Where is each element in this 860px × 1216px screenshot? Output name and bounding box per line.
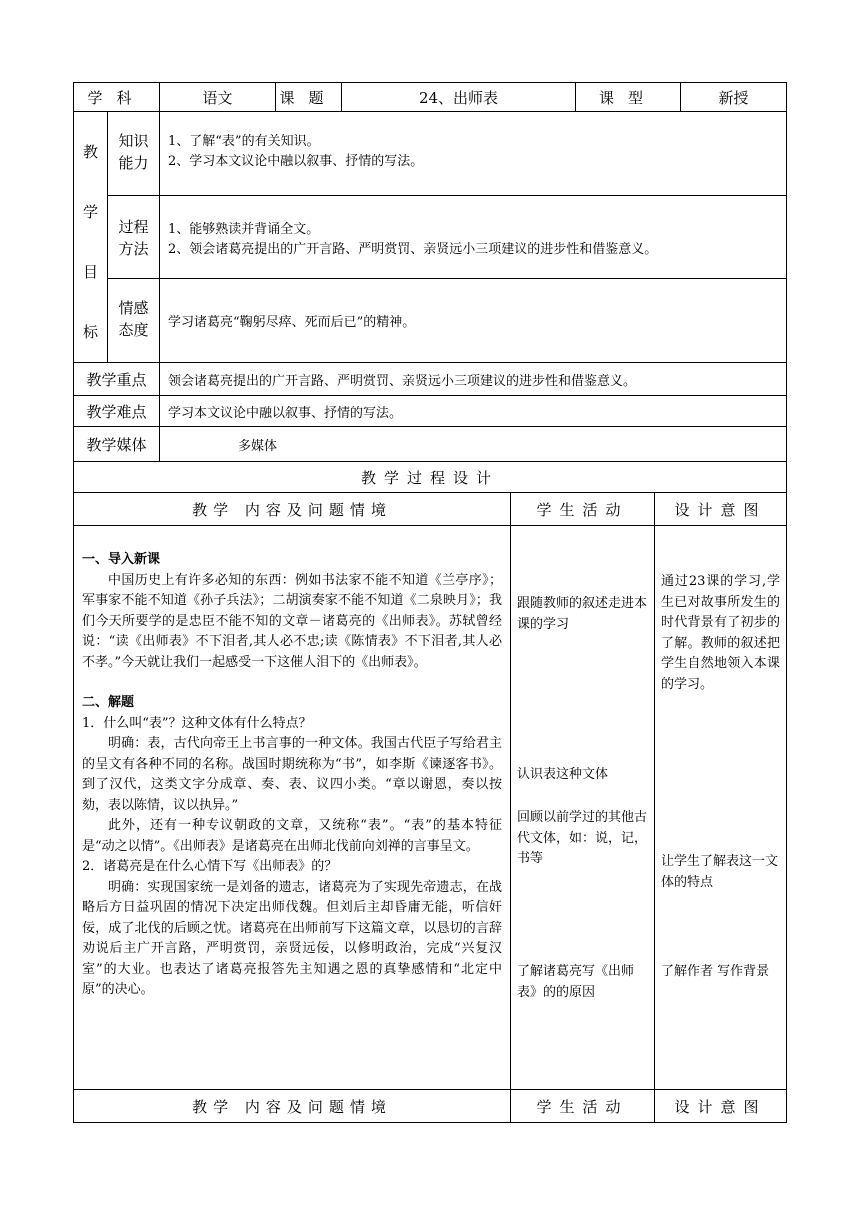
subject-value: 语文 — [160, 83, 276, 112]
answer-1-paragraph-2: 此外，还有一种专议朝政的文章，又统称“表”。“表”的基本特征是“动之以情”。《出师表》是诸葛亮在出师北伐前向刘禅的言事呈文。 — [82, 818, 502, 854]
media-text: 多媒体 — [160, 427, 787, 462]
activity-item: 回顾以前学过的其他古代文体，如：说，记，书等 — [517, 810, 648, 866]
lesson-label: 课题 — [276, 83, 342, 112]
goal-row-process — [74, 195, 787, 279]
goal-row-attitude — [74, 279, 787, 363]
lesson-plan-document — [73, 82, 786, 1123]
column-header-activity: 学生活动 — [511, 1090, 655, 1123]
column-header-content: 教学 内容及问题情境 — [74, 1090, 511, 1123]
activity-item: 跟随教师的叙述走进本课的学习 — [517, 596, 648, 632]
media-row — [74, 427, 787, 462]
intent-item: 了解作者 写作背景 — [661, 964, 770, 979]
goals-side-label: 教 学 目 标 — [74, 112, 108, 363]
header-row — [74, 83, 787, 112]
key-points-label: 教学重点 — [74, 363, 160, 396]
process-table — [73, 492, 787, 1123]
key-points-text: 领会诸葛亮提出的广开言路、严明赏罚、亲贤远小三项建议的进步性和借鉴意义。 — [160, 363, 787, 396]
design-intents — [655, 526, 787, 1090]
lesson-info-table — [73, 82, 787, 493]
subject-label: 学科 — [74, 83, 160, 112]
answer-2-paragraph: 明确：实现国家统一是刘备的遗志，诸葛亮为了实现先帝遗志，在战略后方日益巩固的情况下决定出师伐魏。但刘后主却昏庸无能，听信奸佞，成了北伐的后顾之忧。诸葛亮在出师前写下这篇文章，以恳切的言辞劝说后主广开言路，严明赏罚，亲贤远佞，以修明政治，完成“兴复汉室”的大业。也表达了诸葛亮报答先主知遇之恩的真挚感情和“北定中原”的决心。 — [82, 879, 502, 997]
difficulties-row — [74, 396, 787, 427]
column-header-intent: 设计意图 — [655, 1090, 787, 1123]
goal-label-attitude: 情感 态度 — [108, 279, 160, 363]
process-title: 教学过程设计 — [74, 462, 787, 493]
intent-item: 通过23课的学习,学生已对故事所发生的时代背景有了初步的了解。教师的叙述把学生自然地领入本课的学习。 — [661, 574, 780, 692]
media-label: 教学媒体 — [74, 427, 160, 462]
intro-paragraph: 中国历史上有许多必知的东西：例如书法家不能不知道《兰亭序》；军事家不能不知道《孙子兵法》；二胡演奏家不能不知道《二泉映月》；我们今天所要学的是忠臣不能不知的文章－诸葛亮的《出师表》。苏轼曾经说：“读《出师表》不下泪者,其人必不忠;读《陈情表》不下泪者,其人必不孝。”今天就让我们一起感受一下这催人泪下的《出师表》。 — [82, 572, 502, 670]
content-row — [74, 526, 787, 1090]
question-1: 1．什么叫“表”？这种文体有什么特点？ — [82, 715, 312, 731]
section-title-intro: 一、导入新课 — [82, 552, 161, 567]
process-title-row — [74, 462, 787, 493]
goal-row-knowledge — [74, 112, 787, 196]
goal-text-knowledge: 1、了解“表”的有关知识。 2、学习本文议论中融以叙事、抒情的写法。 — [160, 112, 787, 196]
intent-item: 让学生了解表这一文体的特点 — [661, 854, 779, 890]
goal-label-process: 过程 方法 — [108, 195, 160, 279]
type-label: 课型 — [576, 83, 681, 112]
activity-item: 认识表这种文体 — [517, 767, 609, 782]
lesson-title: 24、出师表 — [342, 83, 576, 112]
difficulties-text: 学习本文议论中融以叙事、抒情的写法。 — [160, 396, 787, 427]
goal-text-attitude: 学习诸葛亮“鞠躬尽瘁、死而后已”的精神。 — [160, 279, 787, 363]
column-header-content: 教学 内容及问题情境 — [74, 493, 511, 526]
goal-label-knowledge: 知识 能力 — [108, 112, 160, 196]
column-header-row-repeat — [74, 1090, 787, 1123]
answer-1-paragraph-1: 明确：表，古代向帝王上书言事的一种文体。我国古代臣子写给君主的呈文有各种不同的名称。战国时期统称为“书”，如李斯《谏逐客书》。到了汉代，这类文字分成章、奏、表、议四小类。“章以谢恩，奏以按劾，表以陈情，议以执异。” — [82, 736, 502, 813]
column-header-intent: 设计意图 — [655, 493, 787, 526]
activity-item: 了解诸葛亮写《出师表》的的原因 — [517, 964, 635, 1000]
key-points-row — [74, 363, 787, 396]
column-header-row — [74, 493, 787, 526]
question-2: 2．诸葛亮是在什么心情下写《出师表》的？ — [82, 859, 338, 874]
student-activities — [511, 526, 655, 1090]
goal-text-process: 1、能够熟读并背诵全文。 2、领会诸葛亮提出的广开言路、严明赏罚、亲贤远小三项建议的进步性和借鉴意义。 — [160, 195, 787, 279]
difficulties-label: 教学难点 — [74, 396, 160, 427]
teaching-content — [74, 526, 511, 1090]
section-title-topic: 二、解题 — [82, 695, 135, 710]
column-header-activity: 学生活动 — [511, 493, 655, 526]
type-value: 新授 — [681, 83, 787, 112]
